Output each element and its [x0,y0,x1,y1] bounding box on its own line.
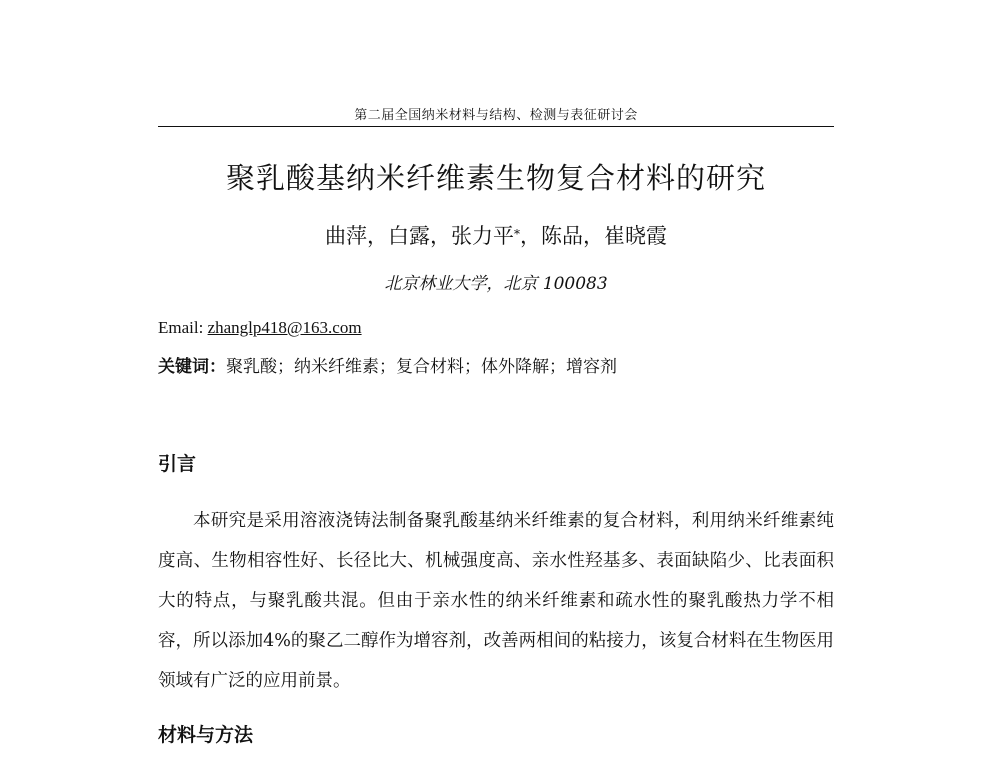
email-link[interactable]: zhanglp418@163.com [207,318,362,337]
keywords-line [158,355,617,379]
keywords-list: 聚乳酸；纳米纤维素；复合材料；体外降解；增容剂 [226,357,617,377]
section-heading-introduction: 引言 [158,453,197,475]
author-list [158,222,834,250]
introduction-paragraph: 本研究是采用溶液浇铸法制备聚乳酸基纳米纤维素的复合材料，利用纳米纤维素纯度高、生物相容性好、长径比大、机械强度高、亲水性羟基多、表面缺陷少、比表面积大的特点，与聚乳酸共混。但由于亲水性的纳米纤维素和疏水性的聚乳酸热力学不相容，所以添加4%的聚乙二醇作为增容剂，改善两相间的粘接力，该复合材料在生物医用领域有广泛的应用前景。 [158,511,834,691]
paper-title: 聚乳酸基纳米纤维素生物复合材料的研究 [225,161,766,195]
affiliation: 北京林业大学，北京 100083 [384,274,608,294]
running-header: 第二届全国纳米材料与结构、检测与表征研讨会 [354,108,638,123]
section-heading-methods: 材料与方法 [158,724,254,746]
email-label: Email: [158,318,208,337]
authors-before: 曲萍，白露，张力平 [325,224,514,248]
keywords-label: 关键词： [158,357,226,377]
header-rule [158,126,834,127]
corresponding-author-mark: * [514,227,520,241]
email-line [158,316,362,340]
authors-after: ，陈品，崔晓霞 [520,224,667,248]
